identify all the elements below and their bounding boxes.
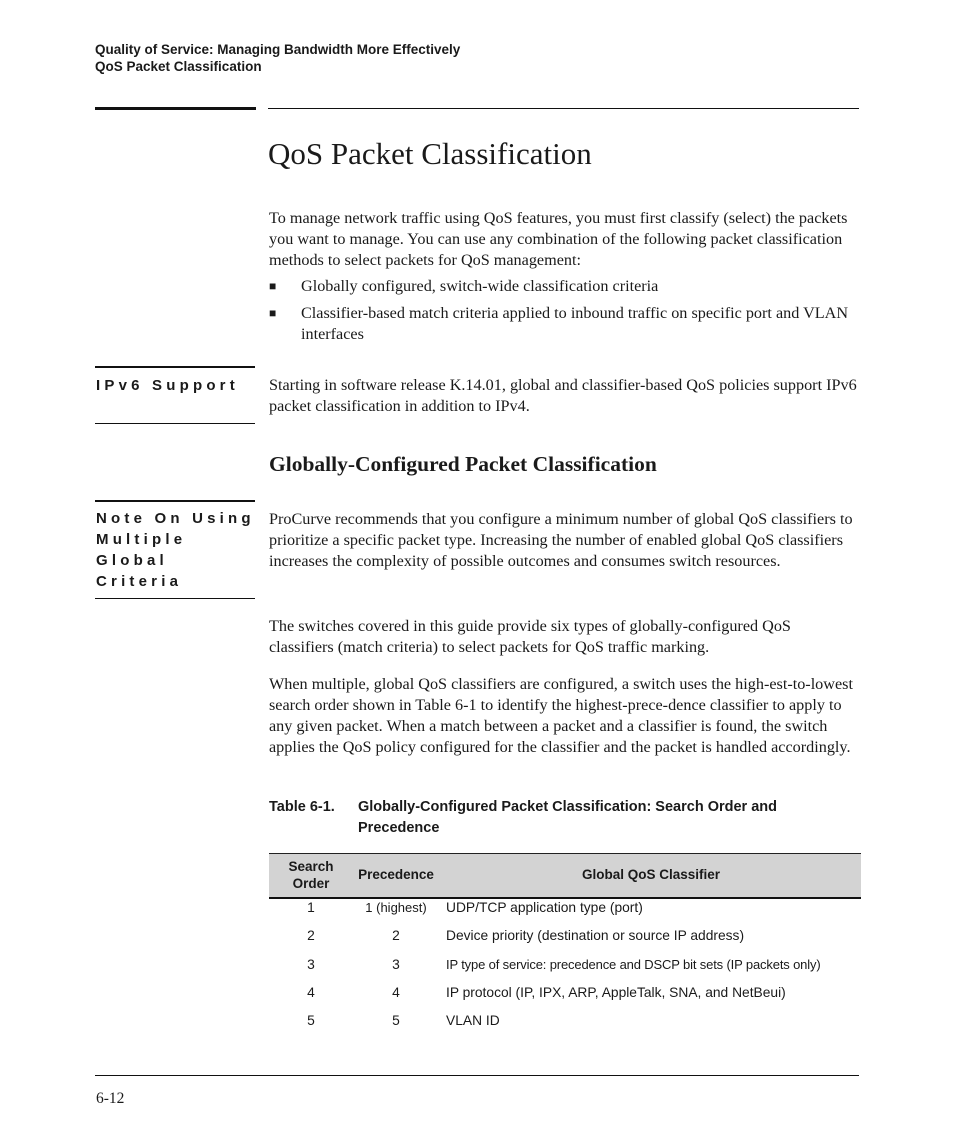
column-header-search-order: Search Order xyxy=(288,859,334,891)
table-header xyxy=(269,853,861,899)
table-caption-text: Globally-Configured Packet Classification: Search Order and Precedence xyxy=(358,799,777,836)
running-header-chapter: Quality of Service: Managing Bandwidth More Effectively xyxy=(95,42,461,57)
header-rule-right xyxy=(268,108,859,109)
cell-search-order: 3 xyxy=(307,957,315,972)
table-row xyxy=(269,1011,861,1039)
table-caption-number: Table 6-1. xyxy=(269,799,335,815)
page-number: 6-12 xyxy=(96,1090,125,1107)
header-rule-left xyxy=(95,107,256,110)
multiple-classifiers-paragraph: When multiple, global QoS classifiers are configured, a switch uses the high-est-to-lowest search order shown in Table 6-1 to identify the highest-prece-dence classifier to apply to any given packet. When a match between a packet and a classifier is found, the switch applies the QoS policy configured for the classifier and the packet is handled accordingly. xyxy=(269,675,853,756)
bullet-text: Globally configured, switch-wide classification criteria xyxy=(301,277,659,295)
ipv6-support-heading: IPv6 Support xyxy=(96,377,239,394)
cell-precedence: 3 xyxy=(392,957,400,972)
cell-precedence: 4 xyxy=(392,985,400,1000)
cell-search-order: 4 xyxy=(307,985,315,1000)
bullet-text: Classifier-based match criteria applied to inbound traffic on specific port and VLAN interfaces xyxy=(301,304,849,343)
table-row xyxy=(269,926,861,954)
cell-precedence: 1 (highest) xyxy=(365,900,427,915)
note-text: ProCurve recommends that you configure a minimum number of global QoS classifiers to prioritize a specific packet type. Increasing the number of enabled global QoS classifiers increases the complexity of possible outcomes and consumes switch resources. xyxy=(269,510,853,570)
table-row xyxy=(269,955,861,983)
table-row xyxy=(269,983,861,1011)
cell-classifier: UDP/TCP application type (port) xyxy=(446,900,643,915)
cell-classifier: VLAN ID xyxy=(446,1013,500,1028)
sidehead-rule-top xyxy=(95,366,255,368)
cell-classifier: IP protocol (IP, IPX, ARP, AppleTalk, SNA, and NetBeui) xyxy=(446,985,786,1000)
running-header xyxy=(95,41,460,75)
bullet-marker: ■ xyxy=(269,306,277,320)
cell-search-order: 2 xyxy=(307,928,315,943)
note-rule-bottom xyxy=(95,598,255,599)
bullet-item xyxy=(269,276,859,297)
intro-paragraph: To manage network traffic using QoS features, you must first classify (select) the packets you want to manage. You can use any combination of the following packet classification methods to select packets for QoS management: xyxy=(269,209,848,269)
bullet-item xyxy=(269,303,859,345)
footer-rule xyxy=(95,1075,859,1076)
bullet-marker: ■ xyxy=(269,279,277,293)
column-header-classifier: Global QoS Classifier xyxy=(581,867,721,882)
subsection-title: Globally-Configured Packet Classification xyxy=(269,452,657,476)
note-heading: Note On Using Multiple Global Criteria xyxy=(96,510,255,590)
page-title: QoS Packet Classification xyxy=(268,136,592,171)
cell-precedence: 2 xyxy=(392,928,400,943)
cell-precedence: 5 xyxy=(392,1013,400,1028)
running-header-section: QoS Packet Classification xyxy=(95,59,262,74)
cell-classifier: Device priority (destination or source IP address) xyxy=(446,928,745,943)
ipv6-support-text: Starting in software release K.14.01, global and classifier-based QoS policies support IPv6 packet classification in addition to IPv4. xyxy=(269,376,857,415)
sidehead-rule-bottom xyxy=(95,423,255,424)
note-rule-top xyxy=(95,500,255,502)
cell-search-order: 1 xyxy=(307,900,315,915)
column-header-precedence: Precedence xyxy=(358,867,434,882)
cell-search-order: 5 xyxy=(307,1013,315,1028)
cell-classifier: IP type of service: precedence and DSCP bit sets (IP packets only) xyxy=(446,957,821,972)
switches-paragraph: The switches covered in this guide provide six types of globally-configured QoS classifiers (match criteria) to select packets for QoS traffic marking. xyxy=(269,617,791,656)
table-row xyxy=(269,898,861,926)
